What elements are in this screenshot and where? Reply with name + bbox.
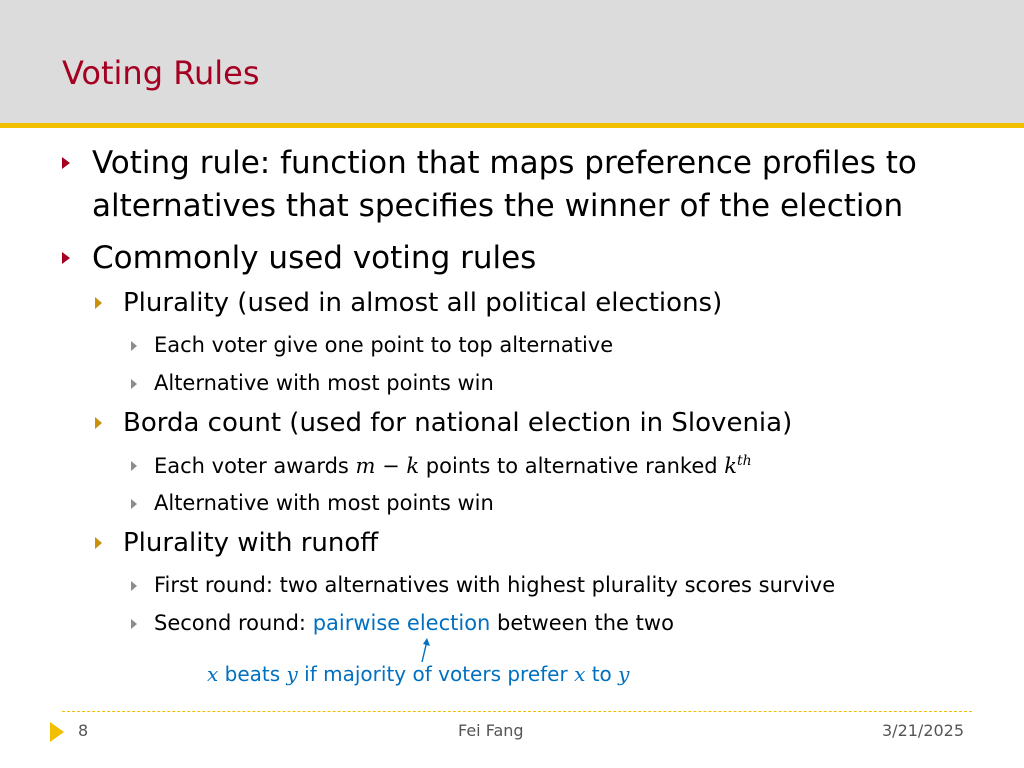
second-round-text-post: between the two (490, 611, 674, 635)
page-number: 8 (78, 721, 89, 740)
footer-rule (62, 711, 972, 712)
bullet-borda: Borda count (used for national election in Slovenia) (123, 408, 793, 438)
bullet-second-round (154, 611, 674, 635)
math-y: y (618, 662, 630, 686)
bullet-arrow-icon (62, 157, 70, 169)
borda-points-text-pre: Each voter awards (154, 454, 356, 478)
bullet-voting-rule-line2: alternatives that specifies the winner of the election (92, 188, 904, 224)
bullet-plurality-point: Each voter give one point to top alternative (154, 333, 614, 357)
bullet-first-round: First round: two alternatives with highest plurality scores survive (154, 573, 836, 597)
bullet-commonly-used: Commonly used voting rules (92, 240, 537, 276)
bullet-voting-rule-line1: Voting rule: function that maps preference profiles to (92, 145, 917, 181)
bullet-arrow-icon (95, 537, 102, 549)
bullet-runoff: Plurality with runoff (123, 528, 379, 558)
bullet-arrow-icon (62, 252, 70, 264)
second-round-text-pre: Second round: (154, 611, 313, 635)
math-x: x (207, 662, 219, 686)
footer-date: 3/21/2025 (882, 721, 965, 740)
annotation-text: beats (218, 662, 287, 686)
bullet-arrow-icon (131, 379, 137, 389)
footer-author: Fei Fang (458, 721, 524, 740)
slide-title: Voting Rules (62, 54, 260, 92)
bullet-arrow-icon (131, 619, 137, 629)
bullet-borda-points (154, 453, 752, 478)
bullet-borda-winner: Alternative with most points win (154, 491, 494, 515)
footer-triangle-icon (50, 722, 64, 742)
bullet-arrow-icon (95, 297, 102, 309)
annotation-text: if majority of voters prefer (297, 662, 575, 686)
pairwise-annotation (207, 662, 629, 686)
bullet-plurality: Plurality (used in almost all political elections) (123, 288, 723, 318)
math-m-minus-k: m − k (355, 454, 420, 478)
math-k: k (724, 454, 738, 478)
header-rule (0, 123, 1024, 128)
borda-points-text-mid: points to alternative ranked (419, 454, 725, 478)
pairwise-election-highlight: pairwise election (312, 611, 491, 635)
bullet-arrow-icon (131, 499, 137, 509)
bullet-arrow-icon (95, 417, 102, 429)
bullet-arrow-icon (131, 581, 137, 591)
math-y: y (286, 662, 298, 686)
math-th-superscript: th (737, 453, 752, 469)
math-x: x (574, 662, 586, 686)
bullet-arrow-icon (131, 341, 137, 351)
annotation-text: to (585, 662, 619, 686)
bullet-plurality-winner: Alternative with most points win (154, 371, 494, 395)
bullet-arrow-icon (131, 461, 137, 471)
